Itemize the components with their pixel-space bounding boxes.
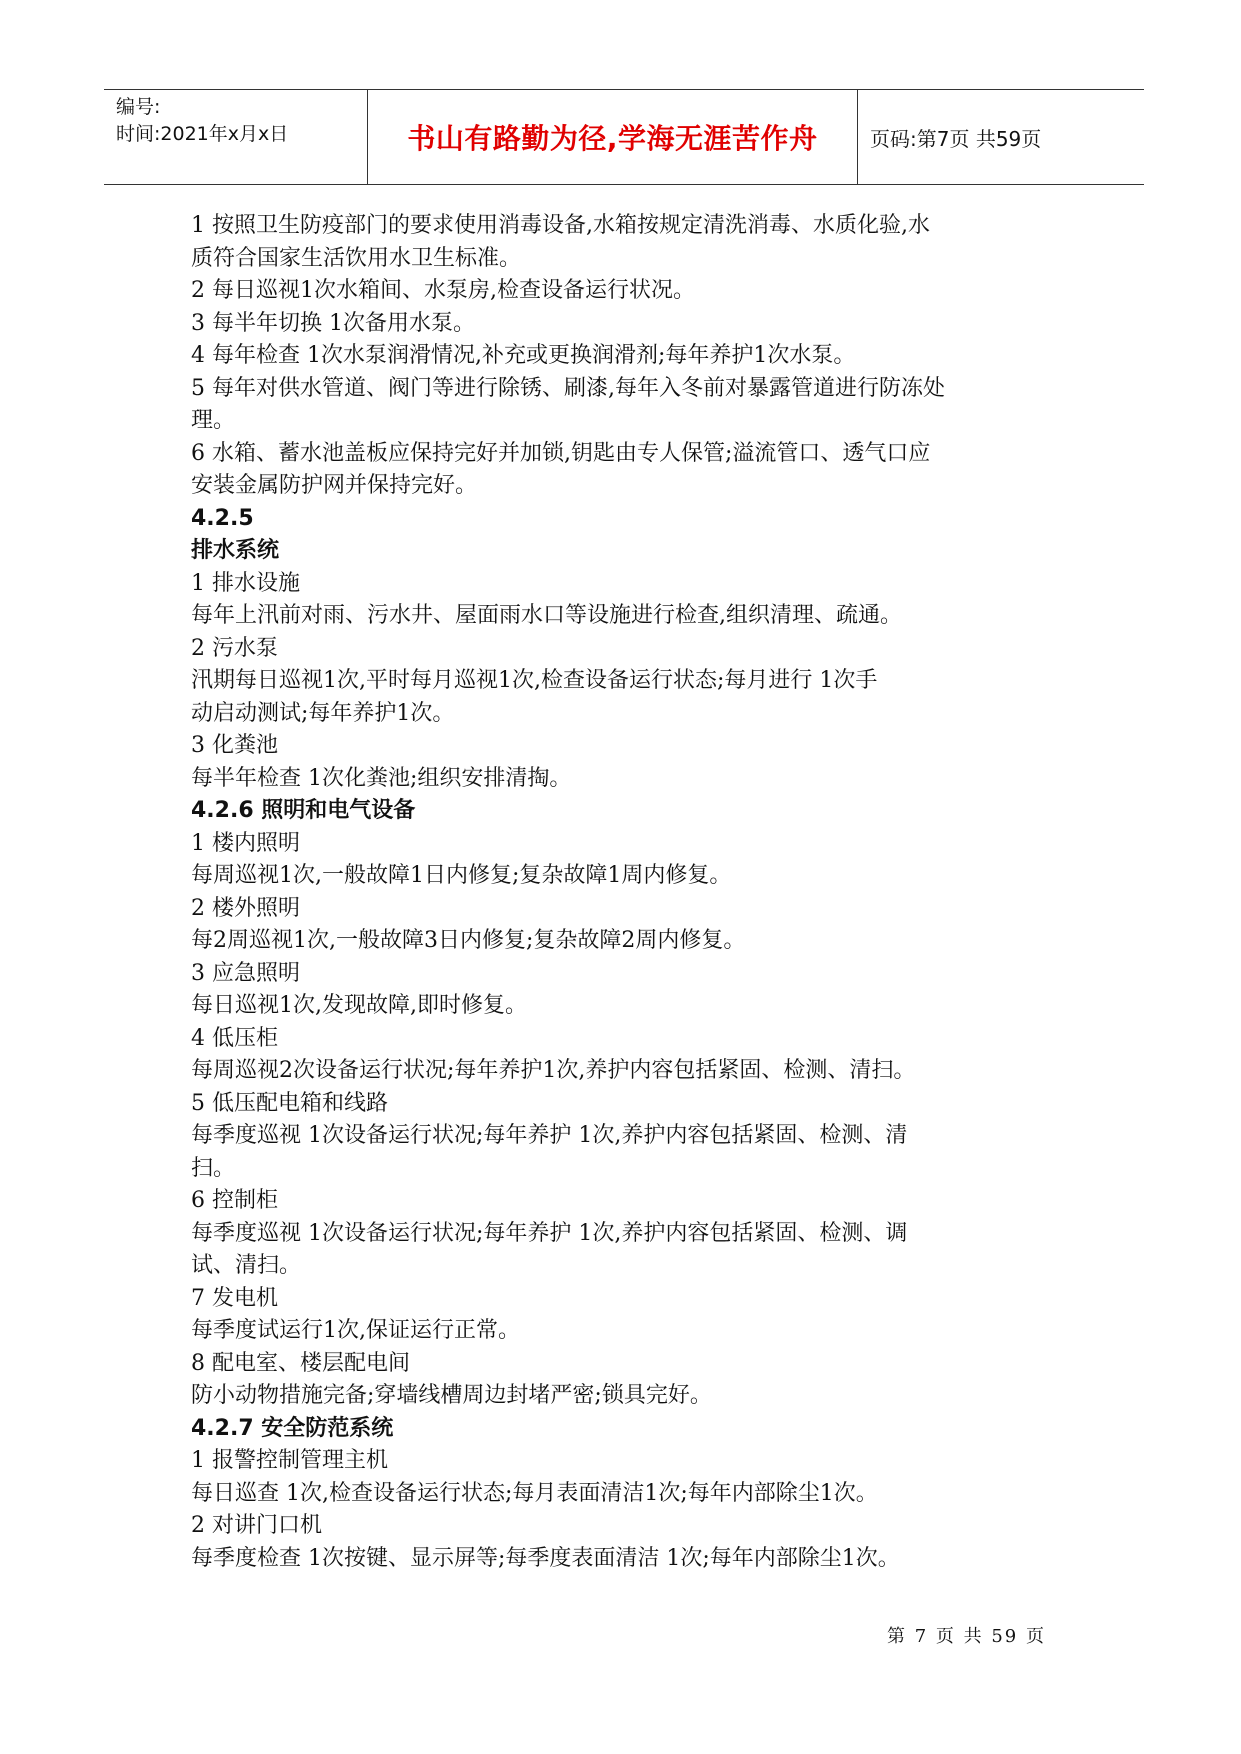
body-text-line: 1 报警控制管理主机 bbox=[191, 1448, 388, 1473]
body-text-line: 每季度试运行1次,保证运行正常。 bbox=[191, 1318, 520, 1343]
body-text-line: 每季度巡视 1次设备运行状况;每年养护 1次,养护内容包括紧固、检测、调 bbox=[191, 1220, 908, 1246]
body-text-line: 每日巡查 1次,检查设备运行状态;每月表面清洁1次;每年内部除尘1次。 bbox=[191, 1480, 878, 1506]
body-text-line: 扫。 bbox=[191, 1155, 236, 1181]
body-text-line: 6 控制柜 bbox=[191, 1188, 278, 1213]
body-text-line: 1 排水设施 bbox=[191, 570, 300, 596]
body-text-line: 2 对讲门口机 bbox=[191, 1513, 322, 1538]
body-text-line: 每日巡视1次,发现故障,即时修复。 bbox=[191, 993, 527, 1018]
section-heading: 4.2.6 照明和电气设备 bbox=[191, 798, 416, 823]
body-text-line: 4 每年检查 1次水泵润滑情况,补充或更换润滑剂;每年养护1次水泵。 bbox=[191, 343, 856, 368]
body-text-line: 2 污水泵 bbox=[191, 635, 278, 661]
body-text-line: 8 配电室、楼层配电间 bbox=[191, 1350, 410, 1376]
header-page-cell bbox=[858, 90, 1144, 184]
page-footer: 第 7 页 共 59 页 bbox=[887, 1626, 1046, 1647]
body-text-line: 理。 bbox=[191, 408, 236, 433]
body-text-line: 每周巡视2次设备运行状况;每年养护1次,养护内容包括紧固、检测、清扫。 bbox=[191, 1058, 916, 1083]
body-text-line: 防小动物措施完备;穿墙线槽周边封堵严密;锁具完好。 bbox=[191, 1383, 712, 1408]
body-text-line: 5 低压配电箱和线路 bbox=[191, 1090, 388, 1116]
body-text-line: 2 每日巡视1次水箱间、水泵房,检查设备运行状况。 bbox=[191, 278, 695, 303]
body-text-line: 每年上汛前对雨、污水井、屋面雨水口等设施进行检查,组织清理、疏通。 bbox=[191, 603, 902, 628]
body-text-line: 3 化粪池 bbox=[191, 733, 278, 758]
page-number-label: 页码:第7页 共59页 bbox=[870, 126, 1042, 151]
motto-text: 书山有路勤为径,学海无涯苦作舟 bbox=[407, 122, 818, 155]
document-header bbox=[104, 89, 1144, 185]
body-text-line: 每季度检查 1次按键、显示屏等;每季度表面清洁 1次;每年内部除尘1次。 bbox=[191, 1545, 900, 1571]
body-text-line: 7 发电机 bbox=[191, 1285, 278, 1311]
body-text-line: 试、清扫。 bbox=[191, 1253, 302, 1278]
section-heading: 4.2.5 bbox=[191, 505, 254, 531]
body-text-line: 4 低压柜 bbox=[191, 1025, 278, 1051]
body-text-line: 每2周巡视1次,一般故障3日内修复;复杂故障2周内修复。 bbox=[191, 928, 746, 953]
number-label: 编号: bbox=[116, 96, 161, 118]
body-text-line: 动启动测试;每年养护1次。 bbox=[191, 700, 455, 726]
body-text-line: 6 水箱、蓄水池盖板应保持完好并加锁,钥匙由专人保管;溢流管口、透气口应 bbox=[191, 440, 931, 466]
body-text-line: 1 楼内照明 bbox=[191, 830, 300, 856]
section-heading: 排水系统 bbox=[191, 538, 280, 563]
body-text-line: 每季度巡视 1次设备运行状况;每年养护 1次,养护内容包括紧固、检测、清 bbox=[191, 1123, 908, 1148]
body-text-line: 3 每半年切换 1次备用水泵。 bbox=[191, 310, 475, 336]
time-label: 时间:2021年x月x日 bbox=[116, 123, 289, 145]
body-text-line: 2 楼外照明 bbox=[191, 895, 300, 921]
body-text-line: 1 按照卫生防疫部门的要求使用消毒设备,水箱按规定清洗消毒、水质化验,水 bbox=[191, 213, 930, 238]
document-body bbox=[191, 210, 1071, 1575]
body-text-line: 汛期每日巡视1次,平时每月巡视1次,检查设备运行状态;每月进行 1次手 bbox=[191, 668, 878, 693]
section-heading: 4.2.7 安全防范系统 bbox=[191, 1415, 394, 1441]
header-motto-cell bbox=[368, 90, 858, 184]
body-text-line: 5 每年对供水管道、阀门等进行除锈、刷漆,每年入冬前对暴露管道进行防冻处 bbox=[191, 375, 945, 401]
body-text-line: 安装金属防护网并保持完好。 bbox=[191, 473, 478, 498]
body-text-line: 质符合国家生活饮用水卫生标准。 bbox=[191, 245, 522, 271]
header-meta-cell bbox=[104, 90, 368, 184]
body-text-line: 3 应急照明 bbox=[191, 960, 300, 986]
body-text-line: 每周巡视1次,一般故障1日内修复;复杂故障1周内修复。 bbox=[191, 863, 732, 888]
body-text-line: 每半年检查 1次化粪池;组织安排清掏。 bbox=[191, 765, 572, 791]
